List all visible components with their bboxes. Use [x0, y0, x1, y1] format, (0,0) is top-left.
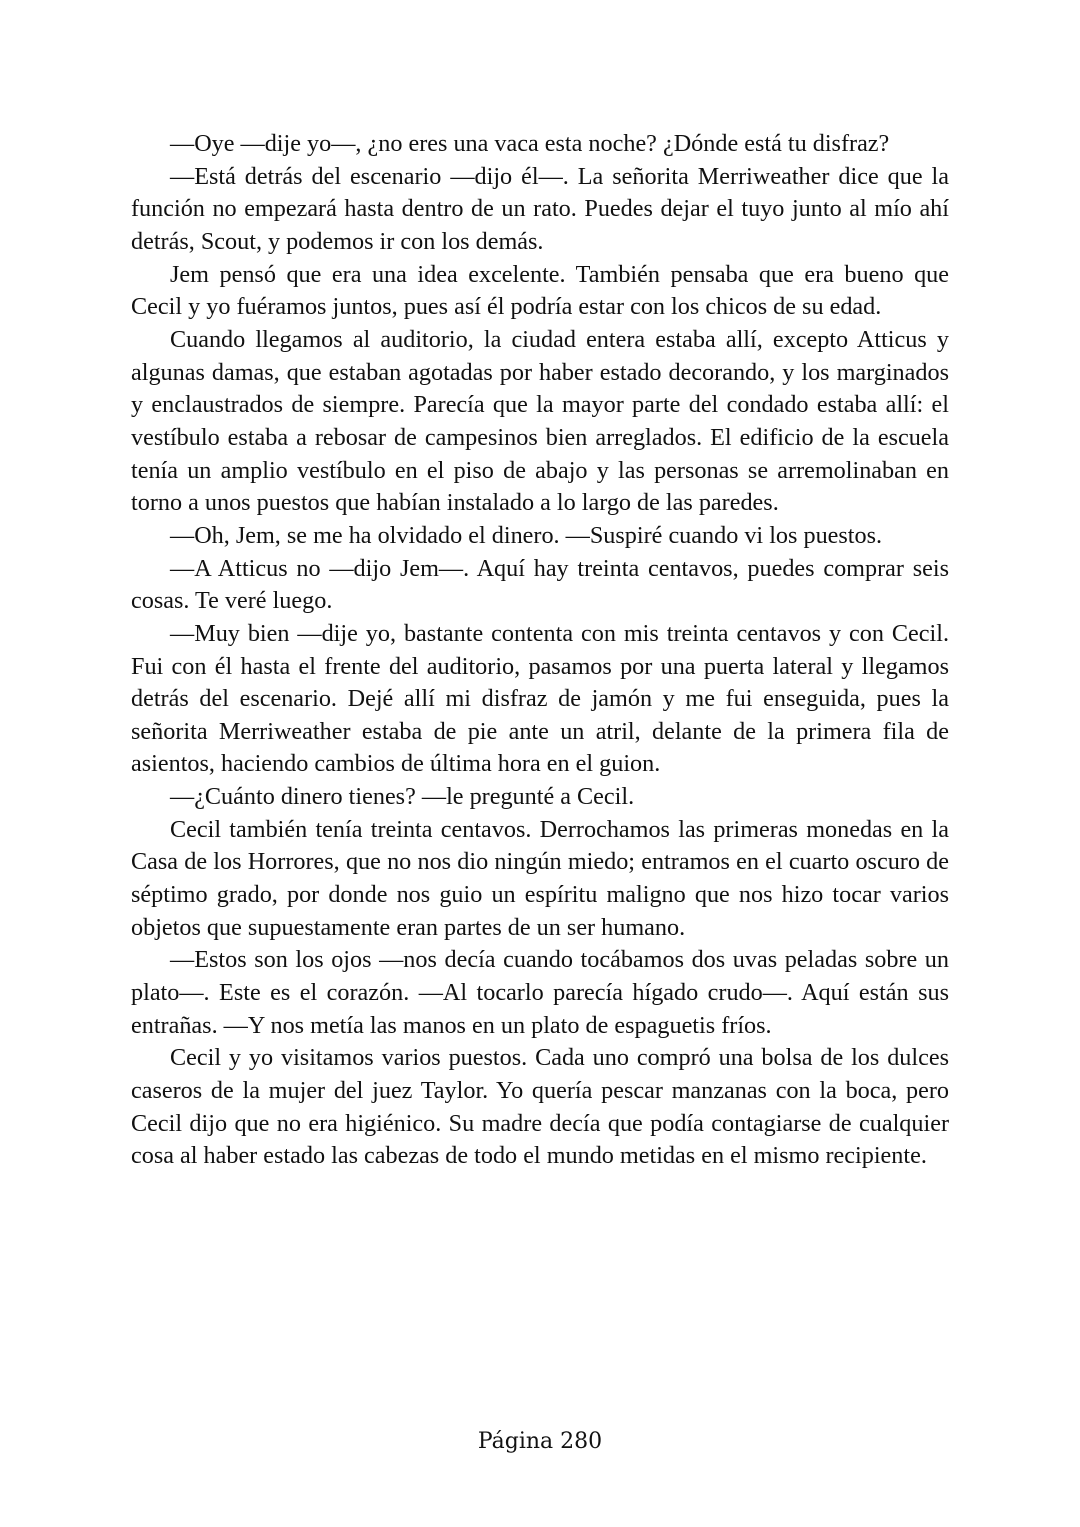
paragraph: —A Atticus no —dijo Jem—. Aquí hay treinta centavos, puedes comprar seis cosas. Te veré luego. [131, 554, 949, 615]
paragraph: —Está detrás del escenario —dijo él—. La señorita Merriweather dice que la función no empezará hasta dentro de un rato. Puedes dejar el tuyo junto al mío ahí detrás, Scout, y podemos ir con los demás. [131, 162, 949, 255]
paragraph: —Muy bien —dije yo, bastante contenta con mis treinta centavos y con Cecil. Fui con él hasta el frente del auditorio, pasamos por una puerta lateral y llegamos detrás del escenario. Dejé allí mi disfraz de jamón y me fui enseguida, pues la señorita Merriweather estaba de pie ante un atril, delante de la primera fila de asientos, haciendo cambios de última hora en el guion. [131, 619, 949, 778]
paragraph: Cuando llegamos al auditorio, la ciudad entera estaba allí, excepto Atticus y algunas damas, que estaban agotadas por haber estado decorando, y los marginados y enclaustrados de siempre. Parecía que la mayor parte del condado estaba allí: el vestíbulo estaba a rebosar de campesinos bien arreglados. El edificio de la escuela tenía un amplio vestíbulo en el piso de abajo y las personas se arremolinaban en torno a unos puestos que habían instalado a lo largo de las paredes. [131, 325, 949, 517]
paragraph: —Oh, Jem, se me ha olvidado el dinero. —Suspiré cuando vi los puestos. [170, 521, 883, 549]
paragraph: Cecil también tenía treinta centavos. Derrochamos las primeras monedas en la Casa de los Horrores, que no nos dio ningún miedo; entramos en el cuarto oscuro de séptimo grado, por donde nos guio un espíritu maligno que nos hizo tocar varios objetos que supuestamente eran partes de un ser humano. [131, 815, 949, 941]
paragraph: —¿Cuánto dinero tienes? —le pregunté a Cecil. [170, 783, 635, 811]
paragraph: —Estos son los ojos —nos decía cuando tocábamos dos uvas peladas sobre un plato—. Este es el corazón. —Al tocarlo parecía hígado crudo—. Aquí están sus entrañas. —Y nos metía las manos en un plato de espaguetis fríos. [131, 946, 949, 1039]
page-body [131, 128, 949, 1173]
paragraph: Jem pensó que era una idea excelente. También pensaba que era bueno que Cecil y yo fuéramos juntos, pues así él podría estar con los chicos de su edad. [131, 260, 949, 321]
paragraph: —Oye —dije yo—, ¿no eres una vaca esta noche? ¿Dónde está tu disfraz? [170, 130, 890, 157]
paragraph: Cecil y yo visitamos varios puestos. Cada uno compró una bolsa de los dulces caseros de la mujer del juez Taylor. Yo quería pescar manzanas con la boca, pero Cecil dijo que no era higiénico. Su madre decía que podía contagiarse de cualquier cosa al haber estado las cabezas de todo el mundo metidas en el mismo recipiente. [131, 1044, 949, 1170]
page-number: Página 280 [477, 1429, 603, 1454]
